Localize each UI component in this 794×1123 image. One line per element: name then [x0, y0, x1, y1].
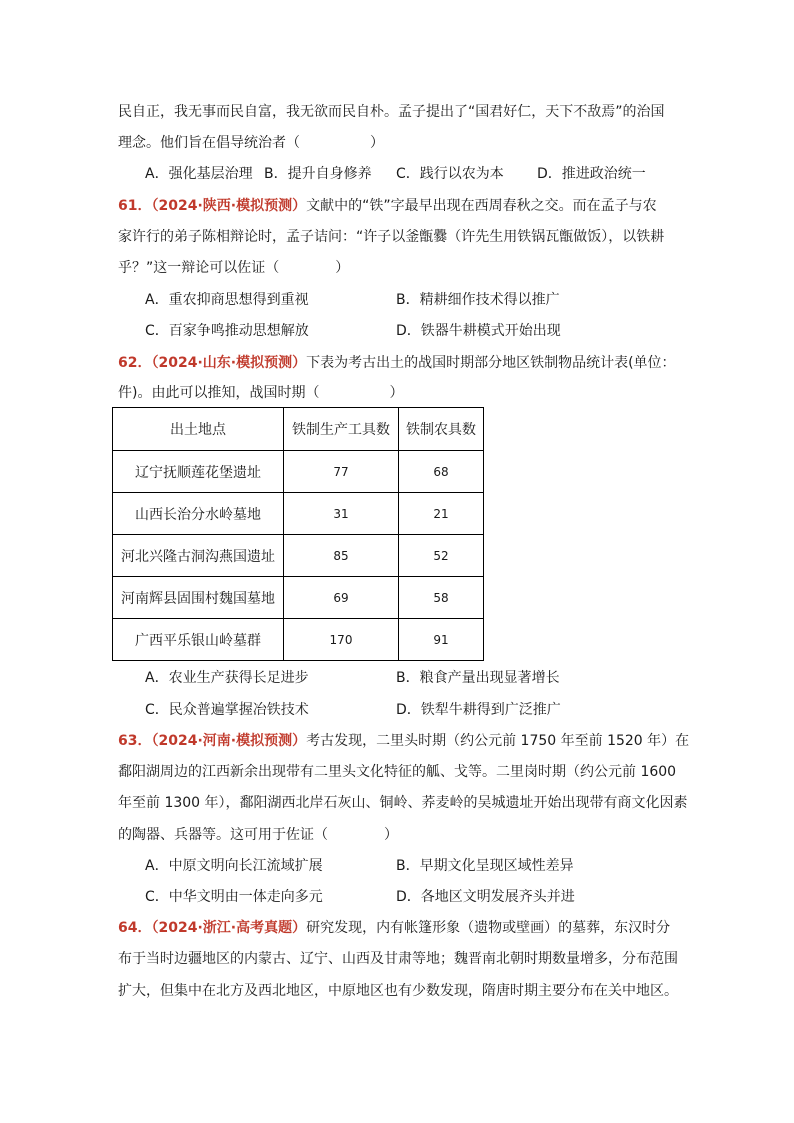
table-cell-farm-tools: 58 — [399, 577, 484, 619]
q62-text: 下表为考古出土的战国时期部分地区铁制物品统计表(单位： — [306, 355, 676, 371]
q63-option-d: D．各地区文明发展齐头并进 — [396, 889, 575, 905]
table-header-farm-tools: 铁制农具数 — [399, 408, 484, 451]
table-row — [113, 535, 484, 577]
q62-number: 62． — [118, 355, 152, 371]
q62-option-c: C．民众普遍掌握冶铁技术 — [145, 702, 309, 718]
q61-line3: 乎？”这一辩论可以佐证（ ） — [118, 260, 350, 276]
table-cell-farm-tools: 91 — [399, 619, 484, 661]
q64-number: 64． — [118, 920, 152, 936]
table-row — [113, 577, 484, 619]
q63-option-a: A．中原文明向长江流域扩展 — [145, 858, 323, 874]
q61-number: 61． — [118, 198, 152, 214]
table-cell-tools: 77 — [284, 451, 399, 493]
q61-option-c: C．百家争鸣推动思想解放 — [145, 323, 309, 339]
table-row — [113, 493, 484, 535]
q60-option-d: D．推进政治统一 — [537, 166, 646, 182]
table-cell-farm-tools: 68 — [399, 451, 484, 493]
table-cell-site: 山西长治分水岭墓地 — [113, 493, 284, 535]
q63-text: 考古发现，二里头时期（约公元前 1750 年至前 1520 年）在 — [306, 733, 690, 749]
q64-line2: 布于当时边疆地区的内蒙古、辽宁、山西及甘肃等地；魏晋南北朝时期数量增多，分布范围 — [118, 951, 678, 967]
table-cell-site: 广西平乐银山岭墓群 — [113, 619, 284, 661]
q64-line1 — [118, 918, 670, 938]
q61-text: 文献中的“铁”字最早出现在西周春秋之交。而在孟子与农 — [306, 198, 657, 214]
q62-line2: 件)。由此可以推知，战国时期（ ） — [118, 385, 404, 401]
table-cell-tools: 31 — [284, 493, 399, 535]
q61-option-d: D．铁器牛耕模式开始出现 — [396, 323, 561, 339]
table-row — [113, 619, 484, 661]
q63-option-c: C．中华文明由一体走向多元 — [145, 889, 323, 905]
q61-option-b: B．精耕细作技术得以推广 — [396, 292, 560, 308]
q64-source: （2024·浙江·高考真题） — [151, 920, 307, 936]
table-cell-tools: 170 — [284, 619, 399, 661]
iron-artifacts-table — [112, 407, 484, 661]
table-header-site: 出土地点 — [113, 408, 284, 451]
q60-option-c: C．践行以农为本 — [396, 166, 504, 182]
q61-line2: 家许行的弟子陈相辩论时，孟子诘问：“许子以釜甑爨（许先生用铁锅瓦甑做饭），以铁耕 — [118, 229, 665, 245]
q63-line2: 鄱阳湖周边的江西新余出现带有二里头文化特征的觚、戈等。二里岗时期（约公元前 1600 — [118, 764, 677, 780]
table-cell-farm-tools: 52 — [399, 535, 484, 577]
q63-line4: 的陶器、兵器等。这可用于佐证（ ） — [118, 827, 398, 843]
table-header-tools: 铁制生产工具数 — [284, 408, 399, 451]
q62-option-d: D．铁犁牛耕得到广泛推广 — [396, 702, 561, 718]
q61-option-a: A．重农抑商思想得到重视 — [145, 292, 309, 308]
q60-option-a: A．强化基层治理 — [145, 166, 253, 182]
table-cell-site: 河南辉县固围村魏国墓地 — [113, 577, 284, 619]
table-cell-tools: 85 — [284, 535, 399, 577]
table-cell-farm-tools: 21 — [399, 493, 484, 535]
table-cell-tools: 69 — [284, 577, 399, 619]
table-header-row — [113, 408, 484, 451]
q61-source: （2024·陕西·模拟预测） — [151, 198, 307, 214]
q63-source: （2024·河南·模拟预测） — [151, 733, 307, 749]
q60-line1: 民自正，我无事而民自富，我无欲而民自朴。孟子提出了“国君好仁，天下不敌焉”的治国 — [118, 104, 665, 120]
q63-number: 63． — [118, 733, 152, 749]
table-cell-site: 辽宁抚顺莲花堡遗址 — [113, 451, 284, 493]
table-cell-site: 河北兴隆古洞沟燕国遗址 — [113, 535, 284, 577]
q64-text: 研究发现，内有帐篷形象（遗物或壁画）的墓葬，东汉时分 — [306, 920, 671, 936]
q62-line1 — [118, 353, 676, 373]
q63-line1 — [118, 731, 689, 751]
q62-option-b: B．粮食产量出现显著增长 — [396, 670, 560, 686]
q60-line2: 理念。他们旨在倡导统治者（ ） — [118, 135, 384, 151]
q61-line1 — [118, 196, 657, 216]
q60-option-b: B．提升自身修养 — [264, 166, 372, 182]
q62-option-a: A．农业生产获得长足进步 — [145, 670, 309, 686]
q64-line3: 扩大，但集中在北方及西北地区，中原地区也有少数发现，隋唐时期主要分布在关中地区。 — [118, 983, 678, 999]
table-row — [113, 451, 484, 493]
q63-line3: 年至前 1300 年），鄱阳湖西北岸石灰山、铜岭、荞麦岭的吴城遗址开始出现带有商文化因素 — [118, 795, 688, 811]
q62-source: （2024·山东·模拟预测） — [151, 355, 307, 371]
q63-option-b: B．早期文化呈现区域性差异 — [396, 858, 574, 874]
